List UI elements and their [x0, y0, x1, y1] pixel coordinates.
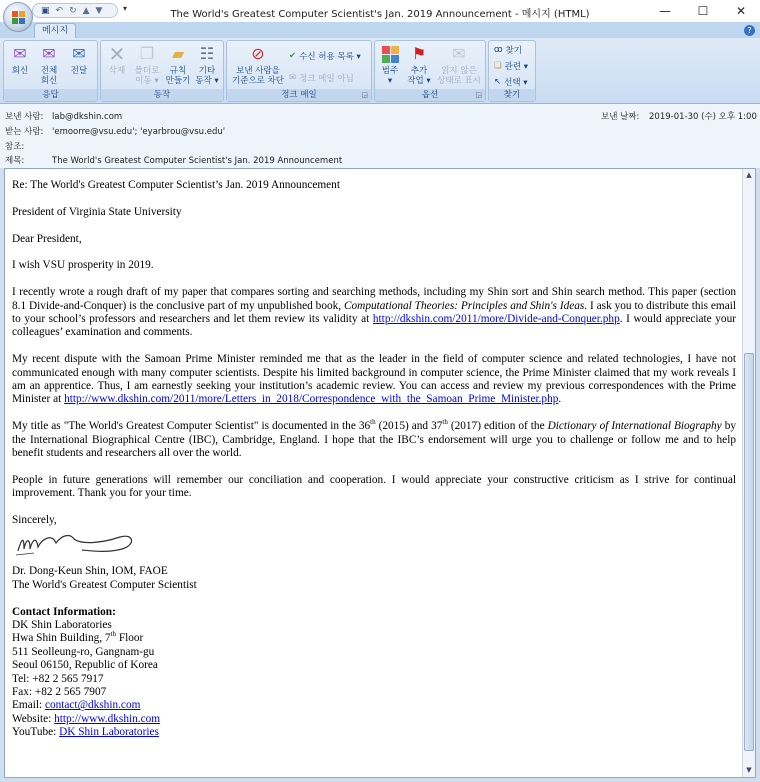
binoculars-icon: ꝏ: [494, 45, 503, 55]
help-icon[interactable]: ?: [744, 25, 755, 36]
message-body-pane: [4, 168, 756, 778]
sent-value: 2019-01-30 (수) 오후 1:00: [649, 112, 757, 122]
group-label: 응답: [4, 89, 97, 101]
to-value[interactable]: 'emoorre@vsu.edu'; 'eyarbrou@vsu.edu': [52, 127, 226, 137]
reply-all-button[interactable]: ✉ 전체 회신: [36, 44, 62, 86]
paragraph: I recently wrote a rough draft of my paper that compares sorting and searching methods, including my Shin sort and Shin search method. This paper (section 8.1 Divide-and-Conquer) is the conclusive part of my unpublished book, Computational Theories: Principles and Shin's Ideas. I ask you to distribute this email to your school’s professors and researchers and let them review its validity at http://dkshin.com/2011/more/Divide-and-Conquer.php. I would appreciate your colleagues’ examination and comments.: [12, 286, 737, 339]
subject-value: The World's Greatest Computer Scientist's Jan. 2019 Announcement: [52, 156, 343, 166]
from-value[interactable]: lab@dkshin.com: [52, 112, 123, 122]
correspondence-link[interactable]: http://www.dkshin.com/2011/more/Letters_in_2018/Correspondence_with_the_Samoan_Prime_Minister.php: [64, 393, 559, 406]
group-label: 옵션: [375, 89, 485, 101]
mark-unread-icon: ✉: [452, 44, 466, 63]
fax: Fax: +82 2 565 7907: [12, 686, 107, 699]
subject-label: 제목:: [5, 156, 25, 166]
to-label: 받는 사람:: [5, 127, 44, 137]
dictionary-title: Dictionary of International Biography: [547, 420, 722, 433]
recipient-line: President of Virginia State University: [12, 205, 182, 218]
group-label: 정크 메일: [227, 89, 371, 101]
not-junk-icon: ✉: [289, 73, 297, 83]
sender-title: The World's Greatest Computer Scientist: [12, 578, 197, 591]
sent-label: 보낸 날짜:: [601, 112, 640, 122]
group-label: 동작: [101, 89, 223, 101]
paragraph: People in future generations will remember our conciliation and cooperation. I would appreciate your constructive criticism as I strive for continual improvement. Thank you for your time.: [12, 473, 736, 500]
closing: Sincerely,: [12, 514, 57, 527]
scrollbar-thumb[interactable]: [744, 353, 754, 751]
group-options: [374, 40, 486, 102]
greeting: Dear President,: [12, 232, 82, 245]
message-body: [12, 179, 736, 740]
address-line: Seoul 06150, Republic of Korea: [12, 659, 158, 672]
office-button[interactable]: [3, 2, 33, 32]
safe-list-button[interactable]: ✔ 수신 허용 목록 ▾: [289, 51, 361, 62]
other-actions-icon: ☷: [199, 44, 215, 63]
re-line: Re: The World's Greatest Computer Scientist’s Jan. 2019 Announcement: [12, 179, 340, 191]
delete-button[interactable]: ✕ 삭제: [104, 44, 130, 76]
flag-icon: ⚑: [411, 44, 427, 63]
website-line: Website: http://www.dkshin.com: [12, 712, 161, 725]
find-button[interactable]: ꝏ 찾기: [494, 45, 523, 56]
book-title: Computational Theories: Principles and Shin's Ideas: [344, 299, 585, 312]
message-header: [0, 104, 760, 168]
window-title: The World's Greatest Computer Scientist's Jan. 2019 Announcement - 메시지 (HTML): [170, 9, 590, 20]
block-sender-icon: ⊘: [251, 44, 265, 63]
email-line: Email: contact@dkshin.com: [12, 699, 141, 712]
related-button[interactable]: ❏ 관련 ▾: [494, 61, 529, 72]
cursor-icon: ↖: [494, 77, 502, 87]
safe-list-icon: ✔: [289, 51, 297, 61]
group-actions: [100, 40, 224, 102]
cc-label: 참조:: [5, 142, 25, 152]
categorize-button[interactable]: 범주 ▾: [378, 44, 402, 86]
redo-icon[interactable]: ↻: [69, 5, 77, 16]
move-folder-icon: ❐: [139, 44, 155, 63]
group-respond: [3, 40, 98, 102]
website-link[interactable]: http://www.dkshin.com: [54, 712, 161, 725]
address-line: Hwa Shin Building, 7th Floor: [12, 630, 144, 645]
email-link[interactable]: contact@dkshin.com: [44, 699, 141, 712]
undo-icon[interactable]: ↶: [55, 5, 64, 16]
close-button[interactable]: ✕: [735, 4, 747, 18]
group-junk-mail: [226, 40, 372, 102]
categorize-icon: [379, 44, 401, 64]
divide-and-conquer-link[interactable]: http://dkshin.com/2011/more/Divide-and-Conquer.php: [372, 313, 620, 325]
office-logo-icon: [12, 11, 25, 24]
from-label: 보낸 사람:: [5, 112, 44, 122]
reply-button[interactable]: ✉ 회신: [7, 44, 33, 76]
scroll-down-icon[interactable]: ▼: [746, 766, 752, 774]
vertical-scrollbar[interactable]: [742, 169, 755, 777]
paragraph: My recent dispute with the Samoan Prime Minister reminded me that as the leader in the field of computer science and related technologies, I have not communicated enough with many computer scientists. Despite his limited background in computer science, the Prime Minister claimed that my work reveals I am an apprentice. Thus, I am earnestly seeking your institution’s academic review. You can access and review my previous correspondences with the Prime Minister at http://www.dkshin.com/2011/more/Letters_in_2018/Correspondence_with_the_Samoan_Prime_Minister.php.: [12, 353, 736, 406]
title-bar: [0, 0, 760, 22]
forward-button[interactable]: ✉ 전달: [66, 44, 92, 76]
youtube-link[interactable]: DK Shin Laboratories: [59, 726, 159, 739]
other-actions-button[interactable]: ☷ 기타 동작 ▾: [195, 44, 219, 86]
select-button[interactable]: ↖ 선택 ▾: [494, 77, 528, 88]
paragraph: I wish VSU prosperity in 2019.: [12, 259, 154, 272]
not-junk-button[interactable]: ✉ 정크 메일 아님: [289, 73, 354, 84]
group-label: 찾기: [489, 89, 535, 101]
maximize-button[interactable]: ☐: [697, 4, 709, 18]
block-sender-button[interactable]: ⊘ 보낸 사람을 기준으로 차단: [232, 44, 284, 86]
mark-unread-button[interactable]: ✉ 읽지 않은 상태로 표시: [437, 44, 481, 86]
ribbon: [0, 38, 760, 104]
follow-up-button[interactable]: ⚑ 추가 작업 ▾: [407, 44, 431, 86]
customize-toolbar-icon[interactable]: ▾: [123, 4, 128, 13]
dialog-launcher-icon[interactable]: ◲: [361, 91, 368, 99]
signature-image: [12, 529, 736, 559]
contact-heading: Contact Information:: [12, 605, 116, 618]
next-item-icon[interactable]: ▼: [95, 5, 103, 16]
paragraph: My title as "The World's Greatest Computer Scientist" is documented in the 36th (2015) and 37th (2017) edition of the Dictionary of International Biography by the International Biographical Centre (IBC), Cambridge, England. I hope that the IBC’s endorsement will urge you to challenge or follow me and to help benefit students and researchers all over the world.: [12, 418, 737, 460]
delete-icon: ✕: [108, 42, 126, 66]
rules-folder-icon: ▰: [171, 44, 185, 63]
reply-all-icon: ✉: [42, 44, 56, 63]
youtube-line: YouTube: DK Shin Laboratories: [12, 726, 159, 739]
tel: Tel: +82 2 565 7917: [12, 672, 104, 685]
tab-message[interactable]: 메시지: [34, 23, 76, 39]
org-name: DK Shin Laboratories: [12, 619, 112, 632]
save-icon[interactable]: ▣: [41, 5, 50, 16]
dialog-launcher-icon[interactable]: ◲: [475, 91, 482, 99]
ribbon-tabs: [0, 22, 760, 39]
address-line: 511 Seolleung-ro, Gangnam-gu: [12, 645, 155, 658]
scroll-up-icon[interactable]: ▲: [746, 171, 752, 179]
related-icon: ❏: [494, 61, 502, 71]
forward-icon: ✉: [72, 44, 86, 63]
reply-icon: ✉: [13, 44, 27, 63]
sender-name: Dr. Dong-Keun Shin, IOM, FAOE: [12, 565, 168, 578]
minimize-button[interactable]: —: [659, 4, 671, 18]
previous-item-icon[interactable]: ▲: [82, 5, 90, 16]
group-find: [488, 40, 536, 102]
move-to-folder-button[interactable]: ❐ 폴더로 이동 ▾: [134, 44, 160, 86]
create-rule-button[interactable]: ▰ 규칙 만들기: [165, 44, 191, 86]
